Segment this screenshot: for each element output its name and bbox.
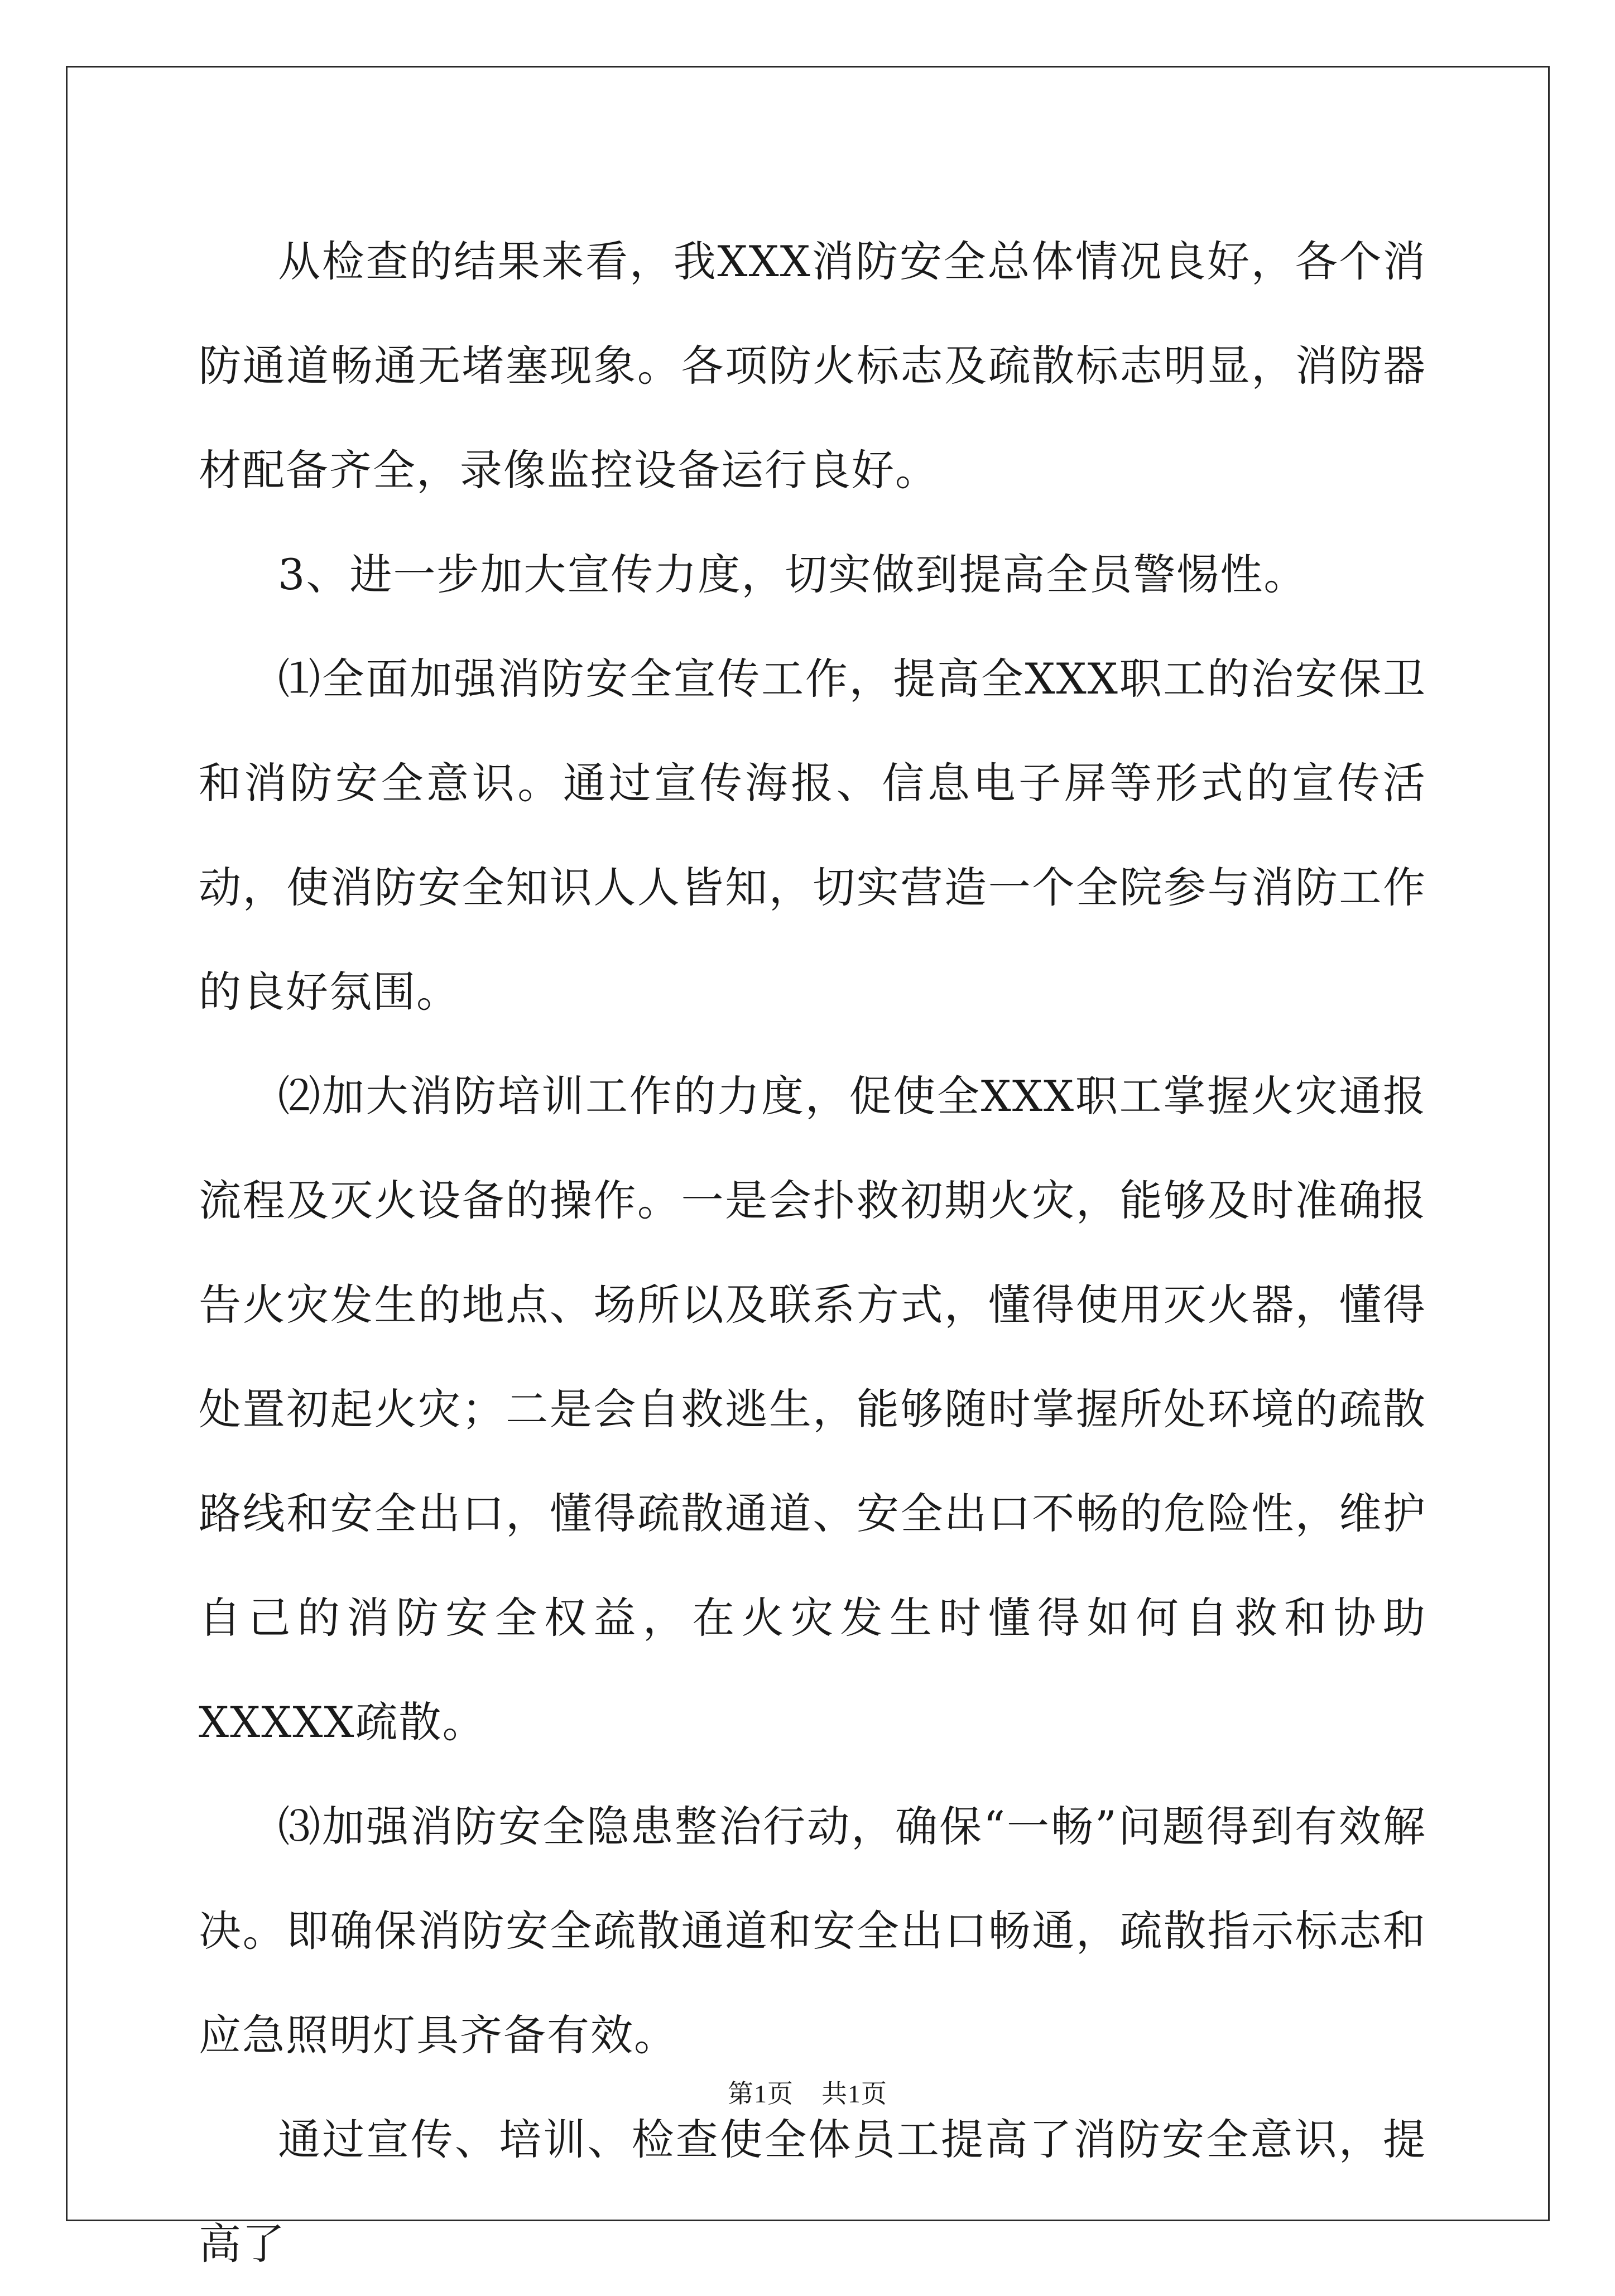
paragraph: 从检查的结果来看，我XXX消防安全总体情况良好，各个消防通道畅通无堵塞现象。各项防火标志及疏散标志明显，消防器材配备齐全，录像监控设备运行良好。: [199, 237, 1426, 495]
page-number-current: 第1页: [728, 2080, 794, 2108]
document-body: [199, 209, 1426, 2296]
paragraph: ⑴全面加强消防安全宣传工作，提高全XXX职工的治安保卫和消防安全意识。通过宣传海报、信息电子屏等形式的宣传活动，使消防安全知识人人皆知，切实营造一个全院参与消防工作的良好氛围。: [199, 654, 1426, 1017]
paragraph: ⑶加强消防安全隐患整治行动，确保“一畅”问题得到有效解决。即确保消防安全疏散通道和安全出口畅通，疏散指示标志和应急照明灯具齐备有效。: [199, 1802, 1426, 2060]
page-footer: [0, 2073, 1615, 2110]
paragraph: 通过宣传、培训、检查使全体员工提高了消防安全意识，提高了: [199, 2115, 1426, 2269]
paragraph: ⑵加大消防培训工作的力度，促使全XXX职工掌握火灾通报流程及灭火设备的操作。一是会扑救初期火灾，能够及时准确报告火灾发生的地点、场所以及联系方式，懂得使用灭火器，懂得处置初起火灾；二是会自救逃生，能够随时掌握所处环境的疏散路线和安全出口，懂得疏散通道、安全出口不畅的危险性，维护自己的消防安全权益，在火灾发生时懂得如何自救和协助XXXXX疏散。: [199, 1071, 1426, 1747]
paragraph: 3、进一步加大宣传力度，切实做到提高全员警惕性。: [278, 550, 1308, 599]
page-number-total: 共1页: [821, 2080, 887, 2108]
